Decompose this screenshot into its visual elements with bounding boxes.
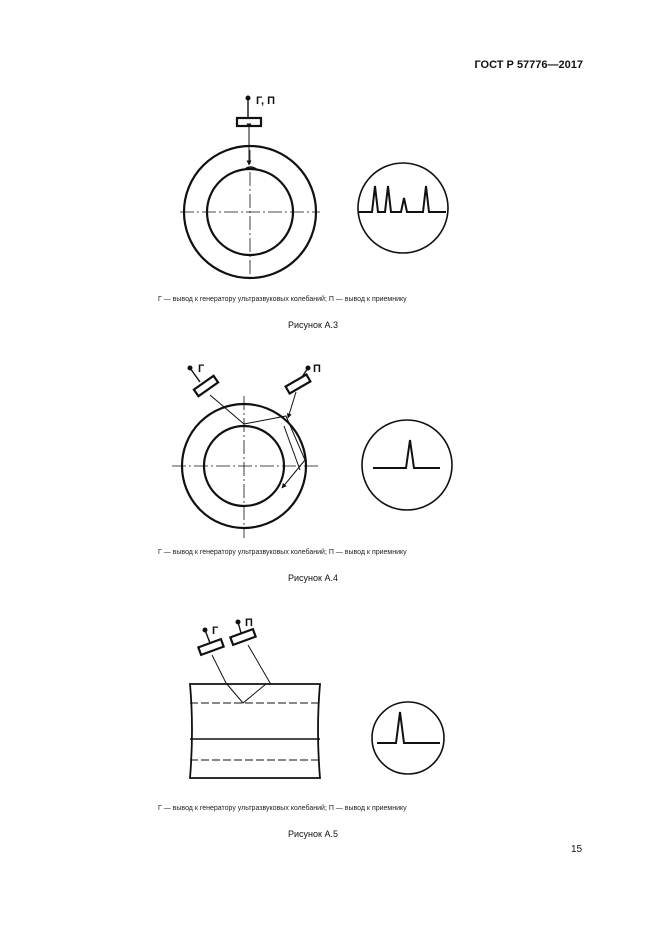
probe-label-g: Г [198, 363, 205, 375]
pipe-section [190, 684, 320, 778]
figure-a5-caption: Г — вывод к генератору ультразвуковых колебаний; П — вывод к приемнику [158, 805, 407, 812]
scope-trace-a3 [359, 186, 446, 212]
page-number: 15 [571, 844, 583, 855]
figure-a4-drawing [172, 363, 452, 538]
probe-p [286, 366, 311, 418]
probe-label-p: П [245, 617, 253, 629]
probe-label-gp: Г, П [256, 95, 276, 107]
figure-a5-drawing [190, 617, 444, 778]
probe-g [188, 366, 244, 424]
figure-a3-title: Рисунок А.3 [288, 320, 338, 330]
scope-trace-a4 [373, 440, 440, 468]
figure-a4-caption: Г — вывод к генератору ультразвуковых колебаний; П — вывод к приемнику [158, 549, 407, 556]
document-header: ГОСТ Р 57776—2017 [474, 59, 583, 71]
probe-label-g: Г [212, 625, 219, 637]
scope-screen-a5 [372, 702, 444, 774]
figure-a3-caption: Г — вывод к генератору ультразвуковых колебаний; П — вывод к приемнику [158, 296, 407, 303]
scope-trace-a5 [377, 712, 440, 743]
figure-a4-title: Рисунок А.4 [288, 573, 338, 583]
figure-a3-drawing [180, 95, 448, 280]
probe-label-p: П [313, 363, 321, 375]
figure-a5-title: Рисунок А.5 [288, 829, 338, 839]
